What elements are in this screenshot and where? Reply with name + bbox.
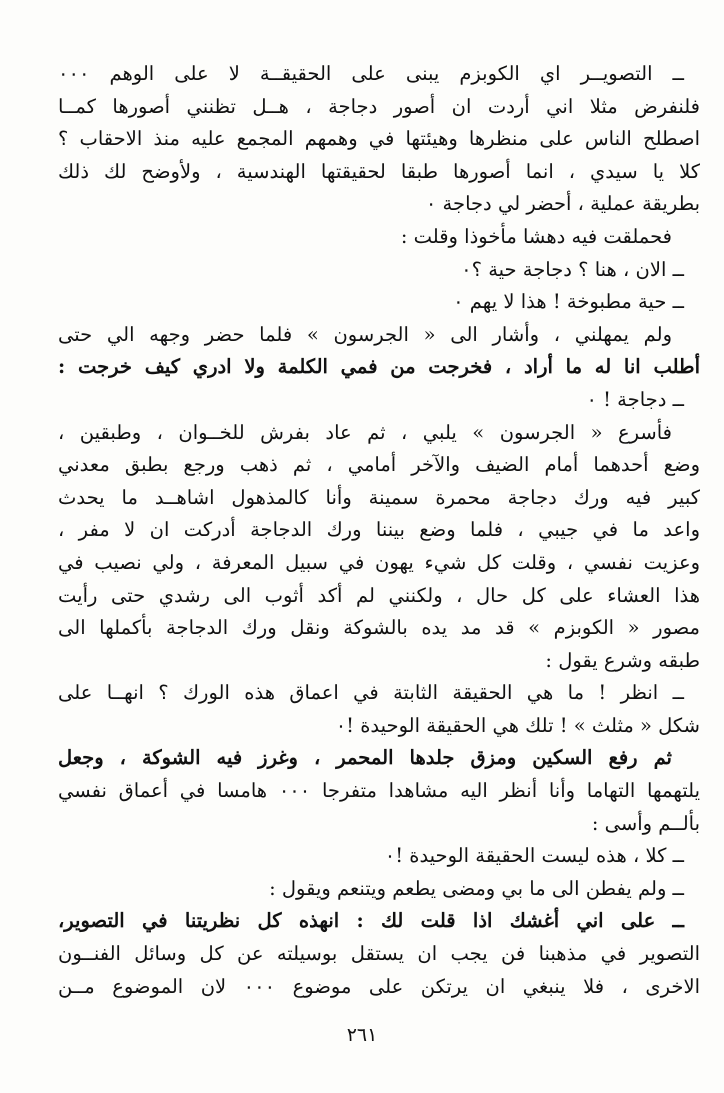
- text-line: واعد ما في جيبي ، فلما وضع بيننا ورك الدجاجة أدركت ان لا مفر ،: [58, 518, 700, 542]
- text-line: يلتهمها التهاما وأنا أنظر اليه مشاهدا متفرجا ٠٠٠ هامسا في أعماق نفسي: [58, 779, 700, 803]
- text-line: التصوير في مذهبنا فن يجب ان يستقل بوسيلته عن كل وسائل الفنــون: [58, 942, 700, 966]
- text-line: هذا العشاء على كل حال ، ولكنني لم أكد أثوب الى رشدي حتى رأيت: [58, 583, 700, 607]
- text-line: ولم يمهلني ، وأشار الى « الجرسون » فلما حضر وجهه الي حتى: [58, 322, 672, 346]
- text-line: مصور « الكوبزم » قد مد يده بالشوكة ونقل ورك الدجاجة بأكملها الى: [58, 616, 700, 640]
- text-line: فأسرع « الجرسون » يلبي ، ثم عاد بفرش للخــوان ، وطبقين ،: [58, 420, 672, 444]
- text-line: ــ دجاجة ! ٠: [586, 387, 684, 411]
- text-line: كبير فيه ورك دجاجة محمرة سمينة وأنا كالمذهول اشاهــد ما يحدث: [58, 485, 700, 509]
- text-line: فحملقت فيه دهشا مأخوذا وقلت :: [400, 224, 672, 248]
- text-line: بطريقة عملية ، أحضر لي دجاجة ٠: [425, 192, 700, 216]
- page-number: ٢٦١: [346, 1024, 378, 1046]
- text-line: اصطلح الناس على منظرها وهيئتها في وهمهم المجمع عليه منذ الاحقاب ؟: [58, 127, 700, 151]
- text-line: ــ على اني أغشك اذا قلت لك : انهذه كل نظريتنا في التصوير،: [58, 909, 684, 933]
- text-line: ــ كلا ، هذه ليست الحقيقة الوحيدة !٠: [384, 844, 684, 868]
- text-line: وضع أحدهما أمام الضيف والآخر أمامي ، ثم ذهب ورجع بطبق معدني: [58, 453, 700, 477]
- text-line: بألــم وأسى :: [591, 811, 700, 835]
- text-line: شكل « مثلث » ! تلك هي الحقيقة الوحيدة !٠: [335, 713, 700, 737]
- text-line: وعزيت نفسي ، وقلت كل شيء يهون في سبيل المعرفة ، ولي نصيب في: [58, 550, 700, 574]
- text-line: الاخرى ، فلا ينبغي ان يرتكن على موضوع ٠٠٠ لان الموضوع مــن: [58, 974, 700, 998]
- text-line: ــ الان ، هنا ؟ دجاجة حية ؟٠: [461, 257, 684, 281]
- text-line: ــ انظر ! ما هي الحقيقة الثابتة في اعماق هذه الورك ؟ انهــا على: [58, 681, 684, 705]
- text-line: ثم رفع السكين ومزق جلدها المحمر ، وغرز فيه الشوكة ، وجعل: [58, 746, 672, 770]
- text-line: ــ حية مطبوخة ! هذا لا يهم ٠: [453, 290, 684, 314]
- text-line: فلنفرض مثلا اني أردت ان أصور دجاجة ، هــل تظنني أصورها كمــا: [58, 94, 700, 118]
- text-line: ــ التصويــر اي الكوبزم يبنى على الحقيقــة لا على الوهم ٠٠٠: [58, 62, 684, 85]
- text-line: كلا يا سيدي ، انما أصورها طبقا لحقيقتها الهندسية ، ولأوضح لك ذلك: [58, 159, 700, 183]
- text-line: ــ ولم يفطن الى ما بي ومضى يطعم ويتنعم ويقول :: [269, 876, 684, 900]
- text-line: طبقه وشرع يقول :: [545, 648, 700, 672]
- body-text: [58, 58, 700, 1003]
- text-line: أطلب انا له ما أراد ، فخرجت من فمي الكلمة ولا ادري كيف خرجت :: [58, 355, 700, 379]
